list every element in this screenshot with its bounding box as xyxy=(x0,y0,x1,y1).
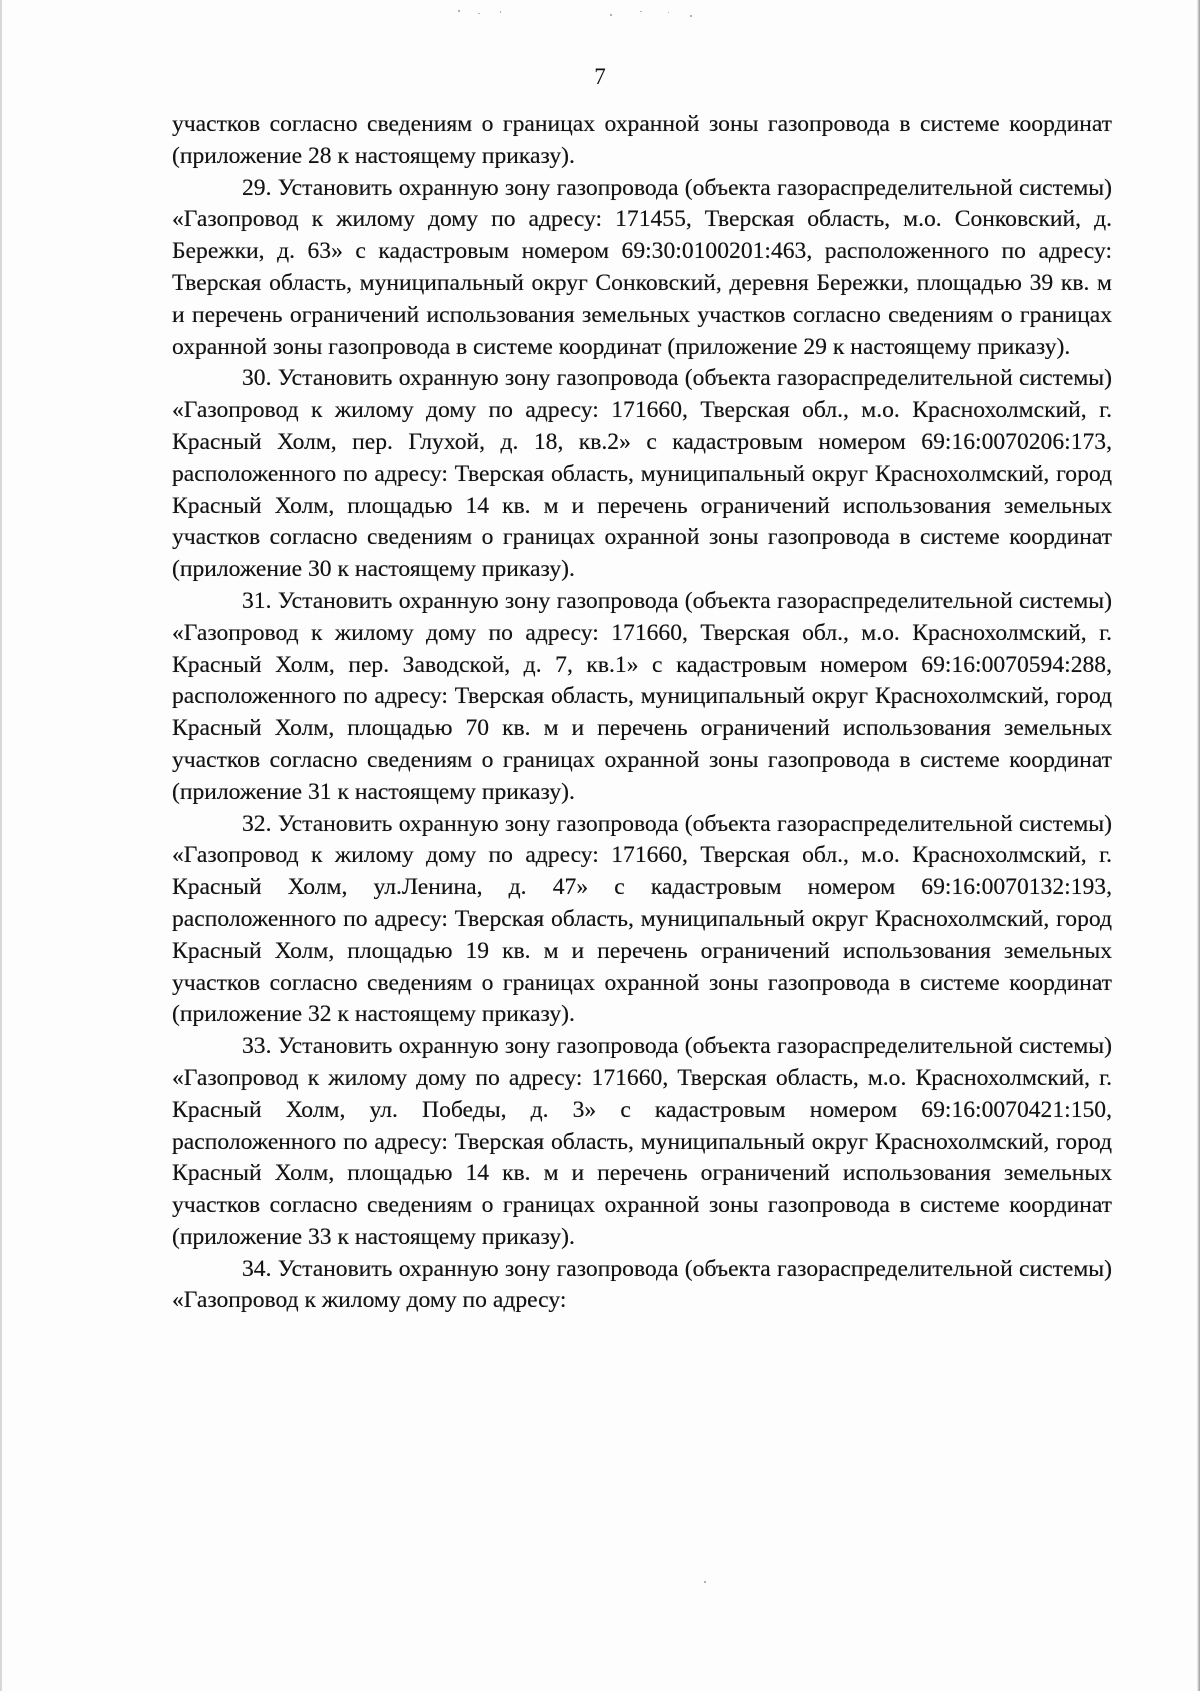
scan-speckle xyxy=(704,1581,706,1583)
paragraph-32: 32. Установить охранную зону газопровода (объекта газораспределительной системы) «Газопровод к жилому дому по адресу: 171660, Тверская обл., м.о. Краснохолмский, г. Красный Холм, ул.Ленина, д. 47» с кадастровым номером 69:16:0070132:193, расположенного по адресу: Тверская область, муниципальный округ Краснохолмский, город Красный Холм, площадью 19 кв. м и перечень ограничений использования земельных участков согласно сведениям о границах охранной зоны газопровода в системе координат (приложение 32 к настоящему приказу). xyxy=(172,810,1112,1028)
paragraph-31: 31. Установить охранную зону газопровода (объекта газораспределительной системы) «Газопровод к жилому дому по адресу: 171660, Тверская обл., м.о. Краснохолмский, г. Красный Холм, пер. Заводской, д. 7, кв.1» с кадастровым номером 69:16:0070594:288, расположенного по адресу: Тверская область, муниципальный округ Краснохолмский, город Красный Холм, площадью 70 кв. м и перечень ограничений использования земельных участков согласно сведениям о границах охранной зоны газопровода в системе координат (приложение 31 к настоящему приказу). xyxy=(172,587,1112,805)
scan-left-edge xyxy=(0,0,2,1691)
paragraph-29: 29. Установить охранную зону газопровода (объекта газораспределительной системы) «Газопровод к жилому дому по адресу: 171455, Тверская область, м.о. Сонковский, д. Бережки, д. 63» с кадастровым номером 69:30:0100201:463, расположенного по адресу: Тверская область, муниципальный округ Сонковский, деревня Бережки, площадью 39 кв. м и перечень ограничений использования земельных участков согласно сведениям о границах охранной зоны газопровода в системе координат (приложение 29 к настоящему приказу). xyxy=(172,174,1112,360)
paragraph-30: 30. Установить охранную зону газопровода (объекта газораспределительной системы) «Газопровод к жилому дому по адресу: 171660, Тверская обл., м.о. Краснохолмский, г. Красный Холм, пер. Глухой, д. 18, кв.2» с кадастровым номером 69:16:0070206:173, расположенного по адресу: Тверская область, муниципальный округ Краснохолмский, город Красный Холм, площадью 14 кв. м и перечень ограничений использования земельных участков согласно сведениям о границах охранной зоны газопровода в системе координат (приложение 30 к настоящему приказу). xyxy=(172,365,1112,583)
scan-speckle xyxy=(478,13,480,14)
paragraph-28-continuation: участков согласно сведениям о границах охранной зоны газопровода в системе координат (приложение 28 к настоящему приказу). xyxy=(172,111,1112,169)
scan-speckle xyxy=(458,10,460,12)
scan-speckle xyxy=(500,11,501,13)
page-number: 7 xyxy=(594,64,606,89)
scan-speckle xyxy=(668,12,669,13)
scan-speckle xyxy=(690,15,692,17)
paragraph-34-start: 34. Установить охранную зону газопровода (объекта газораспределительной системы) «Газопровод к жилому дому по адресу: xyxy=(172,1255,1112,1314)
scan-speckle xyxy=(640,11,642,12)
scan-speckle xyxy=(610,14,612,16)
paragraph-33: 33. Установить охранную зону газопровода (объекта газораспределительной системы) «Газопровод к жилому дому по адресу: 171660, Тверская область, м.о. Краснохолмский, г. Красный Холм, ул. Победы, д. 3» с кадастровым номером 69:16:0070421:150, расположенного по адресу: Тверская область, муниципальный округ Краснохолмский, город Красный Холм, площадью 14 кв. м и перечень ограничений использования земельных участков согласно сведениям о границах охранной зоны газопровода в системе координат (приложение 33 к настоящему приказу). xyxy=(172,1033,1112,1250)
document-body xyxy=(172,109,1112,1317)
